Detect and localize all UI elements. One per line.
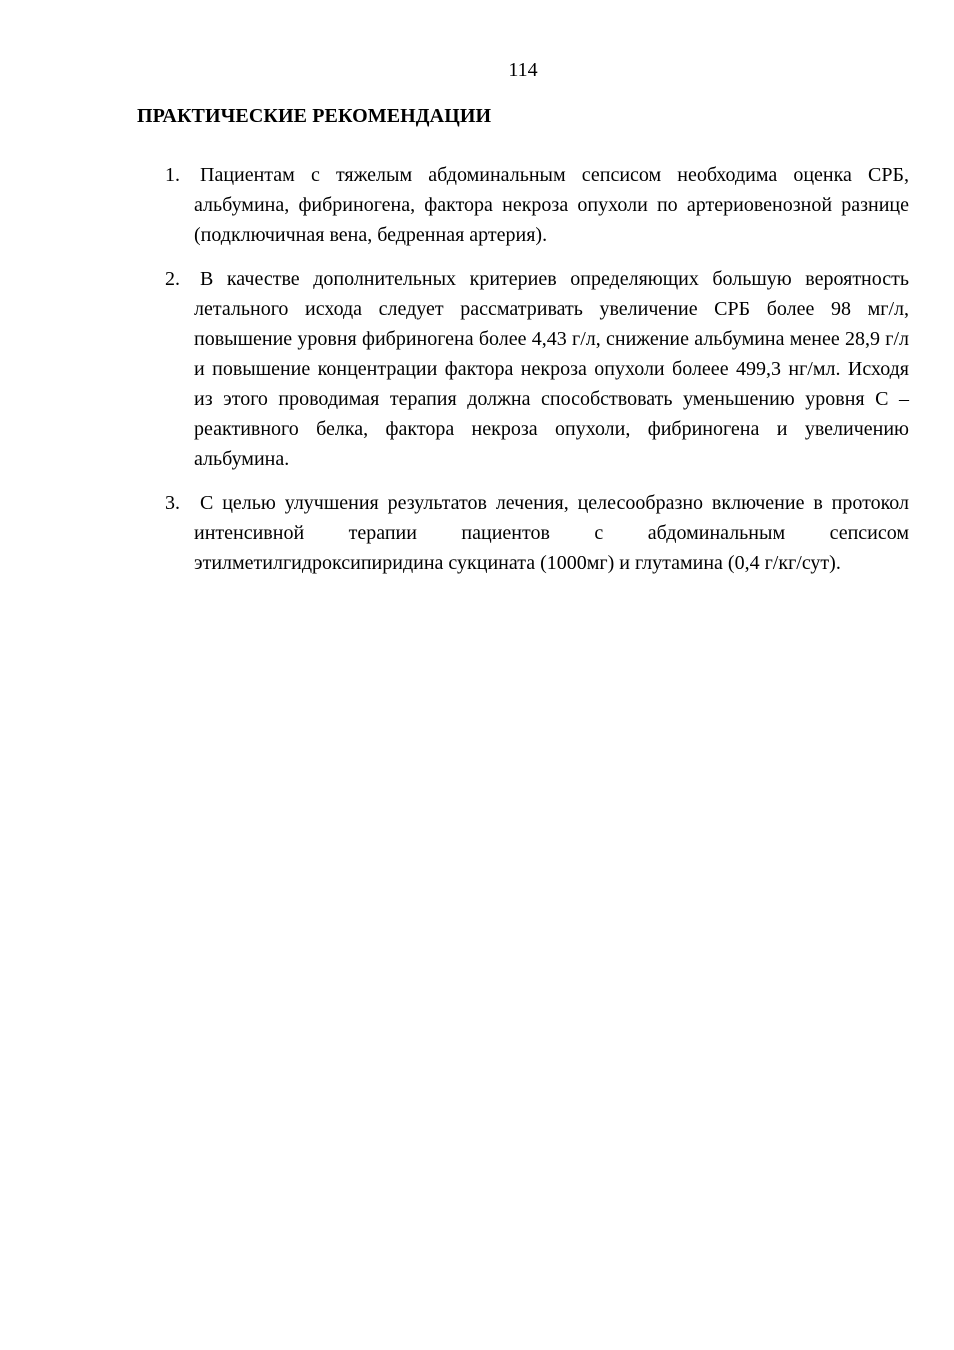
list-item	[0, 160, 954, 250]
list-item	[0, 264, 954, 474]
section-title: ПРАКТИЧЕСКИЕ РЕКОМЕНДАЦИИ	[137, 105, 492, 127]
list-item-text: Пациентам с тяжелым абдоминальным сепсисом необходима оценка СРБ, альбумина, фибриногена, фактора некроза опухоли по артериовенозной разнице (подключичная вена, бедренная артерия).	[194, 164, 909, 246]
list-item-number: 3.	[165, 492, 180, 514]
recommendations-list	[0, 160, 954, 592]
list-item-text: В качестве дополнительных критериев определяющих большую вероятность летального исхода следует рассматривать увеличение СРБ более 98 мг/л, повышение уровня фибриногена более 4,43 г/л, снижение альбумина менее 28,9 г/л и повышение концентрации фактора некроза опухоли болеее 499,3 нг/мл. Исходя из этого проводимая терапия должна способствовать уменьшению уровня С – реактивного белка, фактора некроза опухоли, фибриногена и увеличению альбумина.	[194, 268, 909, 470]
list-item-text: С целью улучшения результатов лечения, целесообразно включение в протокол интенсивной терапии пациентов с абдоминальным сепсисом этилметилгидроксипиридина сукцината (1000мг) и глутамина (0,4 г/кг/сут).	[194, 492, 909, 574]
page-number: 114	[508, 59, 538, 81]
list-item-number: 2.	[165, 268, 180, 290]
list-item	[0, 488, 954, 578]
list-item-number: 1.	[165, 164, 180, 186]
